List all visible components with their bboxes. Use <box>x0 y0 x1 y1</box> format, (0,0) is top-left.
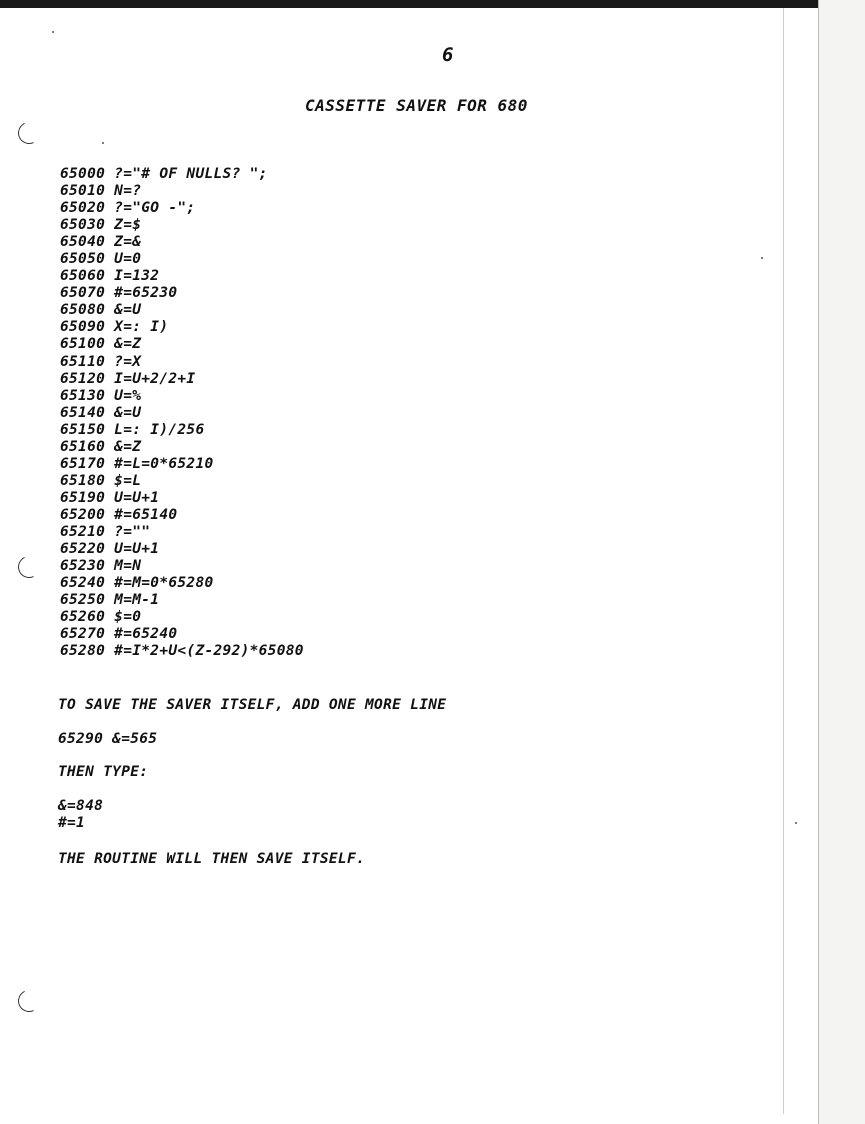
code-line: 65190 U=U+1 <box>60 489 160 506</box>
command-line: #=1 <box>58 815 86 831</box>
code-line: 65200 #=65140 <box>60 506 178 523</box>
code-line: 65150 L=: I)/256 <box>60 421 205 438</box>
code-line: 65180 $=L <box>60 472 142 489</box>
code-line: 65100 &=Z <box>60 336 142 353</box>
code-line: 65210 ?="" <box>60 523 151 540</box>
instruction-text: TO SAVE THE SAVER ITSELF, ADD ONE MORE LINE <box>58 697 447 713</box>
code-line: 65000 ?="# OF NULLS? "; <box>60 166 268 182</box>
scan-speck <box>102 142 104 144</box>
then-type-label: THEN TYPE: <box>58 764 149 780</box>
closing-text: THE ROUTINE WILL THEN SAVE ITSELF. <box>58 851 366 867</box>
code-line: 65110 ?=X <box>60 353 142 370</box>
top-border <box>0 0 822 8</box>
code-line: 65030 Z=$ <box>60 217 142 234</box>
code-line: 65220 U=U+1 <box>60 541 160 558</box>
code-line: 65070 #=65230 <box>60 285 178 302</box>
code-line: 65240 #=M=0*65280 <box>60 575 214 592</box>
punch-hole-mark <box>15 119 43 147</box>
code-line: 65250 M=M-1 <box>60 592 160 609</box>
document-title: CASSETTE SAVER FOR 680 <box>305 96 528 115</box>
code-line: 65280 #=I*2+U<(Z-292)*65080 <box>60 643 304 660</box>
extra-code-line: 65290 &=565 <box>58 731 158 747</box>
code-line: 65120 I=U+2/2+I <box>60 370 196 387</box>
code-line: 65050 U=0 <box>60 251 142 268</box>
code-line: 65040 Z=& <box>60 234 142 251</box>
code-line: 65270 #=65240 <box>60 626 178 643</box>
punch-hole-mark <box>15 987 43 1015</box>
code-line: 65140 &=U <box>60 404 142 421</box>
code-line: 65060 I=132 <box>60 268 160 285</box>
page-edge-line <box>783 8 784 1114</box>
code-line: 65170 #=L=0*65210 <box>60 455 214 472</box>
code-line: 65090 X=: I) <box>60 319 169 336</box>
code-line: 65020 ?="GO -"; <box>60 200 196 217</box>
command-line: &=848 <box>58 798 104 814</box>
scan-margin <box>818 0 865 1124</box>
punch-hole-mark <box>15 553 43 581</box>
page-number: 6 <box>442 44 454 66</box>
code-line: 65260 $=0 <box>60 609 142 626</box>
code-line: 65160 &=Z <box>60 438 142 455</box>
code-line: 65080 &=U <box>60 302 142 319</box>
scan-speck <box>52 31 54 33</box>
scan-speck <box>761 257 763 259</box>
scan-speck <box>795 822 797 824</box>
code-line: 65010 N=? <box>60 183 142 200</box>
code-line: 65130 U=% <box>60 387 142 404</box>
code-line: 65230 M=N <box>60 558 142 575</box>
program-listing <box>60 166 304 660</box>
